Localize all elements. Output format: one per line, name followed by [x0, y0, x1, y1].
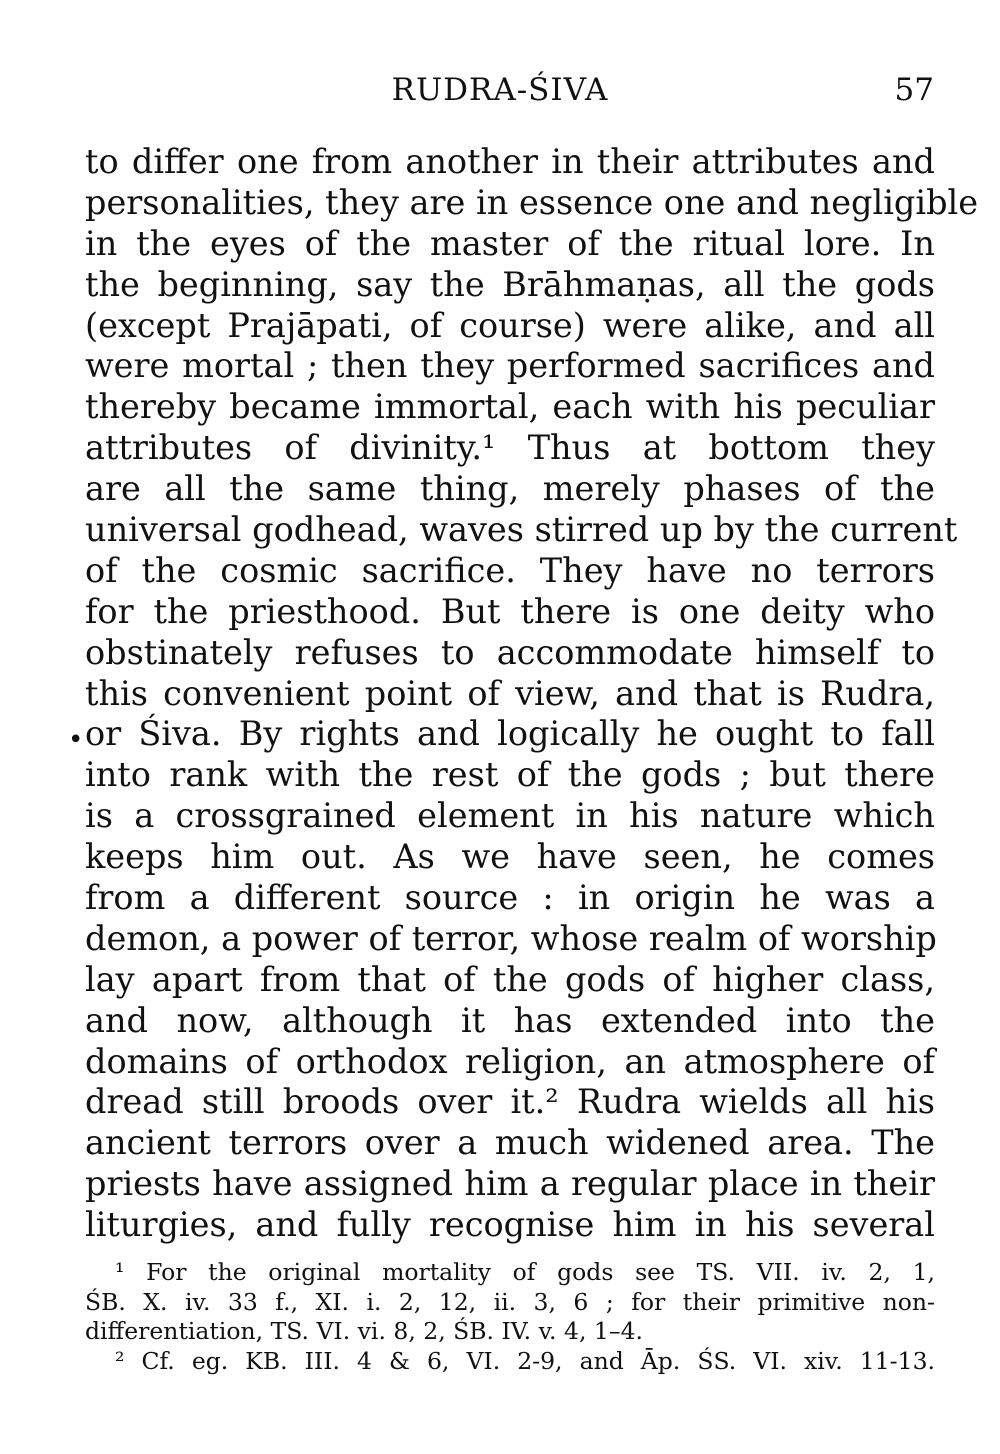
text-line: obstinately refuses to accommodate himself to [85, 632, 935, 672]
footnote-line: ¹ For the original mortality of gods see TS. VII. iv. 2, 1, [115, 1258, 935, 1286]
footnote-line: ² Cf. eg. KB. III. 4 & 6, VI. 2-9, and Āp. ŚS. VI. xiv. 11-13. [115, 1346, 935, 1375]
text-line: the beginning, say the Brāhmaṇas, all the gods [85, 264, 935, 304]
running-head: RUDRA-ŚIVA [391, 72, 609, 108]
text-line: personalities, they are in essence one and negligible [85, 182, 979, 222]
text-line: universal godhead, waves stirred up by the current [85, 510, 958, 550]
text-line: were mortal ; then they performed sacrifices and [85, 346, 935, 386]
text-line: attributes of divinity.¹ Thus at bottom they [85, 428, 935, 468]
footnote-line: differentiation, TS. VI. vi. 8, 2, ŚB. IV. v. 4, 1–4. [85, 1317, 644, 1345]
body-text [85, 142, 979, 1246]
text-line: into rank with the rest of the gods ; but there [85, 755, 935, 795]
text-line: are all the same thing, merely phases of the [85, 469, 935, 509]
page-header [0, 72, 1000, 116]
page-number: 57 [894, 72, 934, 108]
text-line: or Śiva. By rights and logically he ought to fall [85, 714, 935, 754]
text-line: is a crossgrained element in his nature which [85, 796, 935, 836]
text-line: priests have assigned him a regular place in their [85, 1164, 935, 1204]
text-line: (except Prajāpati, of course) were alike, and all [85, 305, 935, 345]
text-line: ancient terrors over a much widened area. The [85, 1123, 935, 1163]
text-line: demon, a power of terror, whose realm of worship [85, 918, 937, 958]
text-line: thereby became immortal, each with his peculiar [85, 387, 935, 427]
text-line: and now, although it has extended into the [85, 1000, 935, 1040]
text-line: domains of orthodox religion, an atmosphere of [85, 1041, 935, 1081]
text-line: lay apart from that of the gods of higher class, [85, 959, 935, 999]
text-line: liturgies, and fully recognise him in his several [85, 1205, 935, 1245]
text-line: for the priesthood. But there is one deity who [85, 591, 935, 631]
text-line: in the eyes of the master of the ritual lore. In [85, 223, 935, 263]
text-line: dread still broods over it.² Rudra wields all his [85, 1082, 935, 1122]
text-line: keeps him out. As we have seen, he comes [85, 837, 935, 877]
text-line: from a different source : in origin he was a [85, 878, 935, 918]
text-line: of the cosmic sacrifice. They have no terrors [85, 550, 935, 590]
footnotes [85, 1258, 935, 1376]
text-line: this convenient point of view, and that is Rudra, [85, 673, 935, 713]
text-line: to differ one from another in their attributes and [85, 142, 935, 181]
margin-mark: • [68, 725, 84, 755]
footnote-line: ŚB. X. iv. 33 f., XI. i. 2, 12, ii. 3, 6 ; for their primitive non- [85, 1287, 935, 1316]
